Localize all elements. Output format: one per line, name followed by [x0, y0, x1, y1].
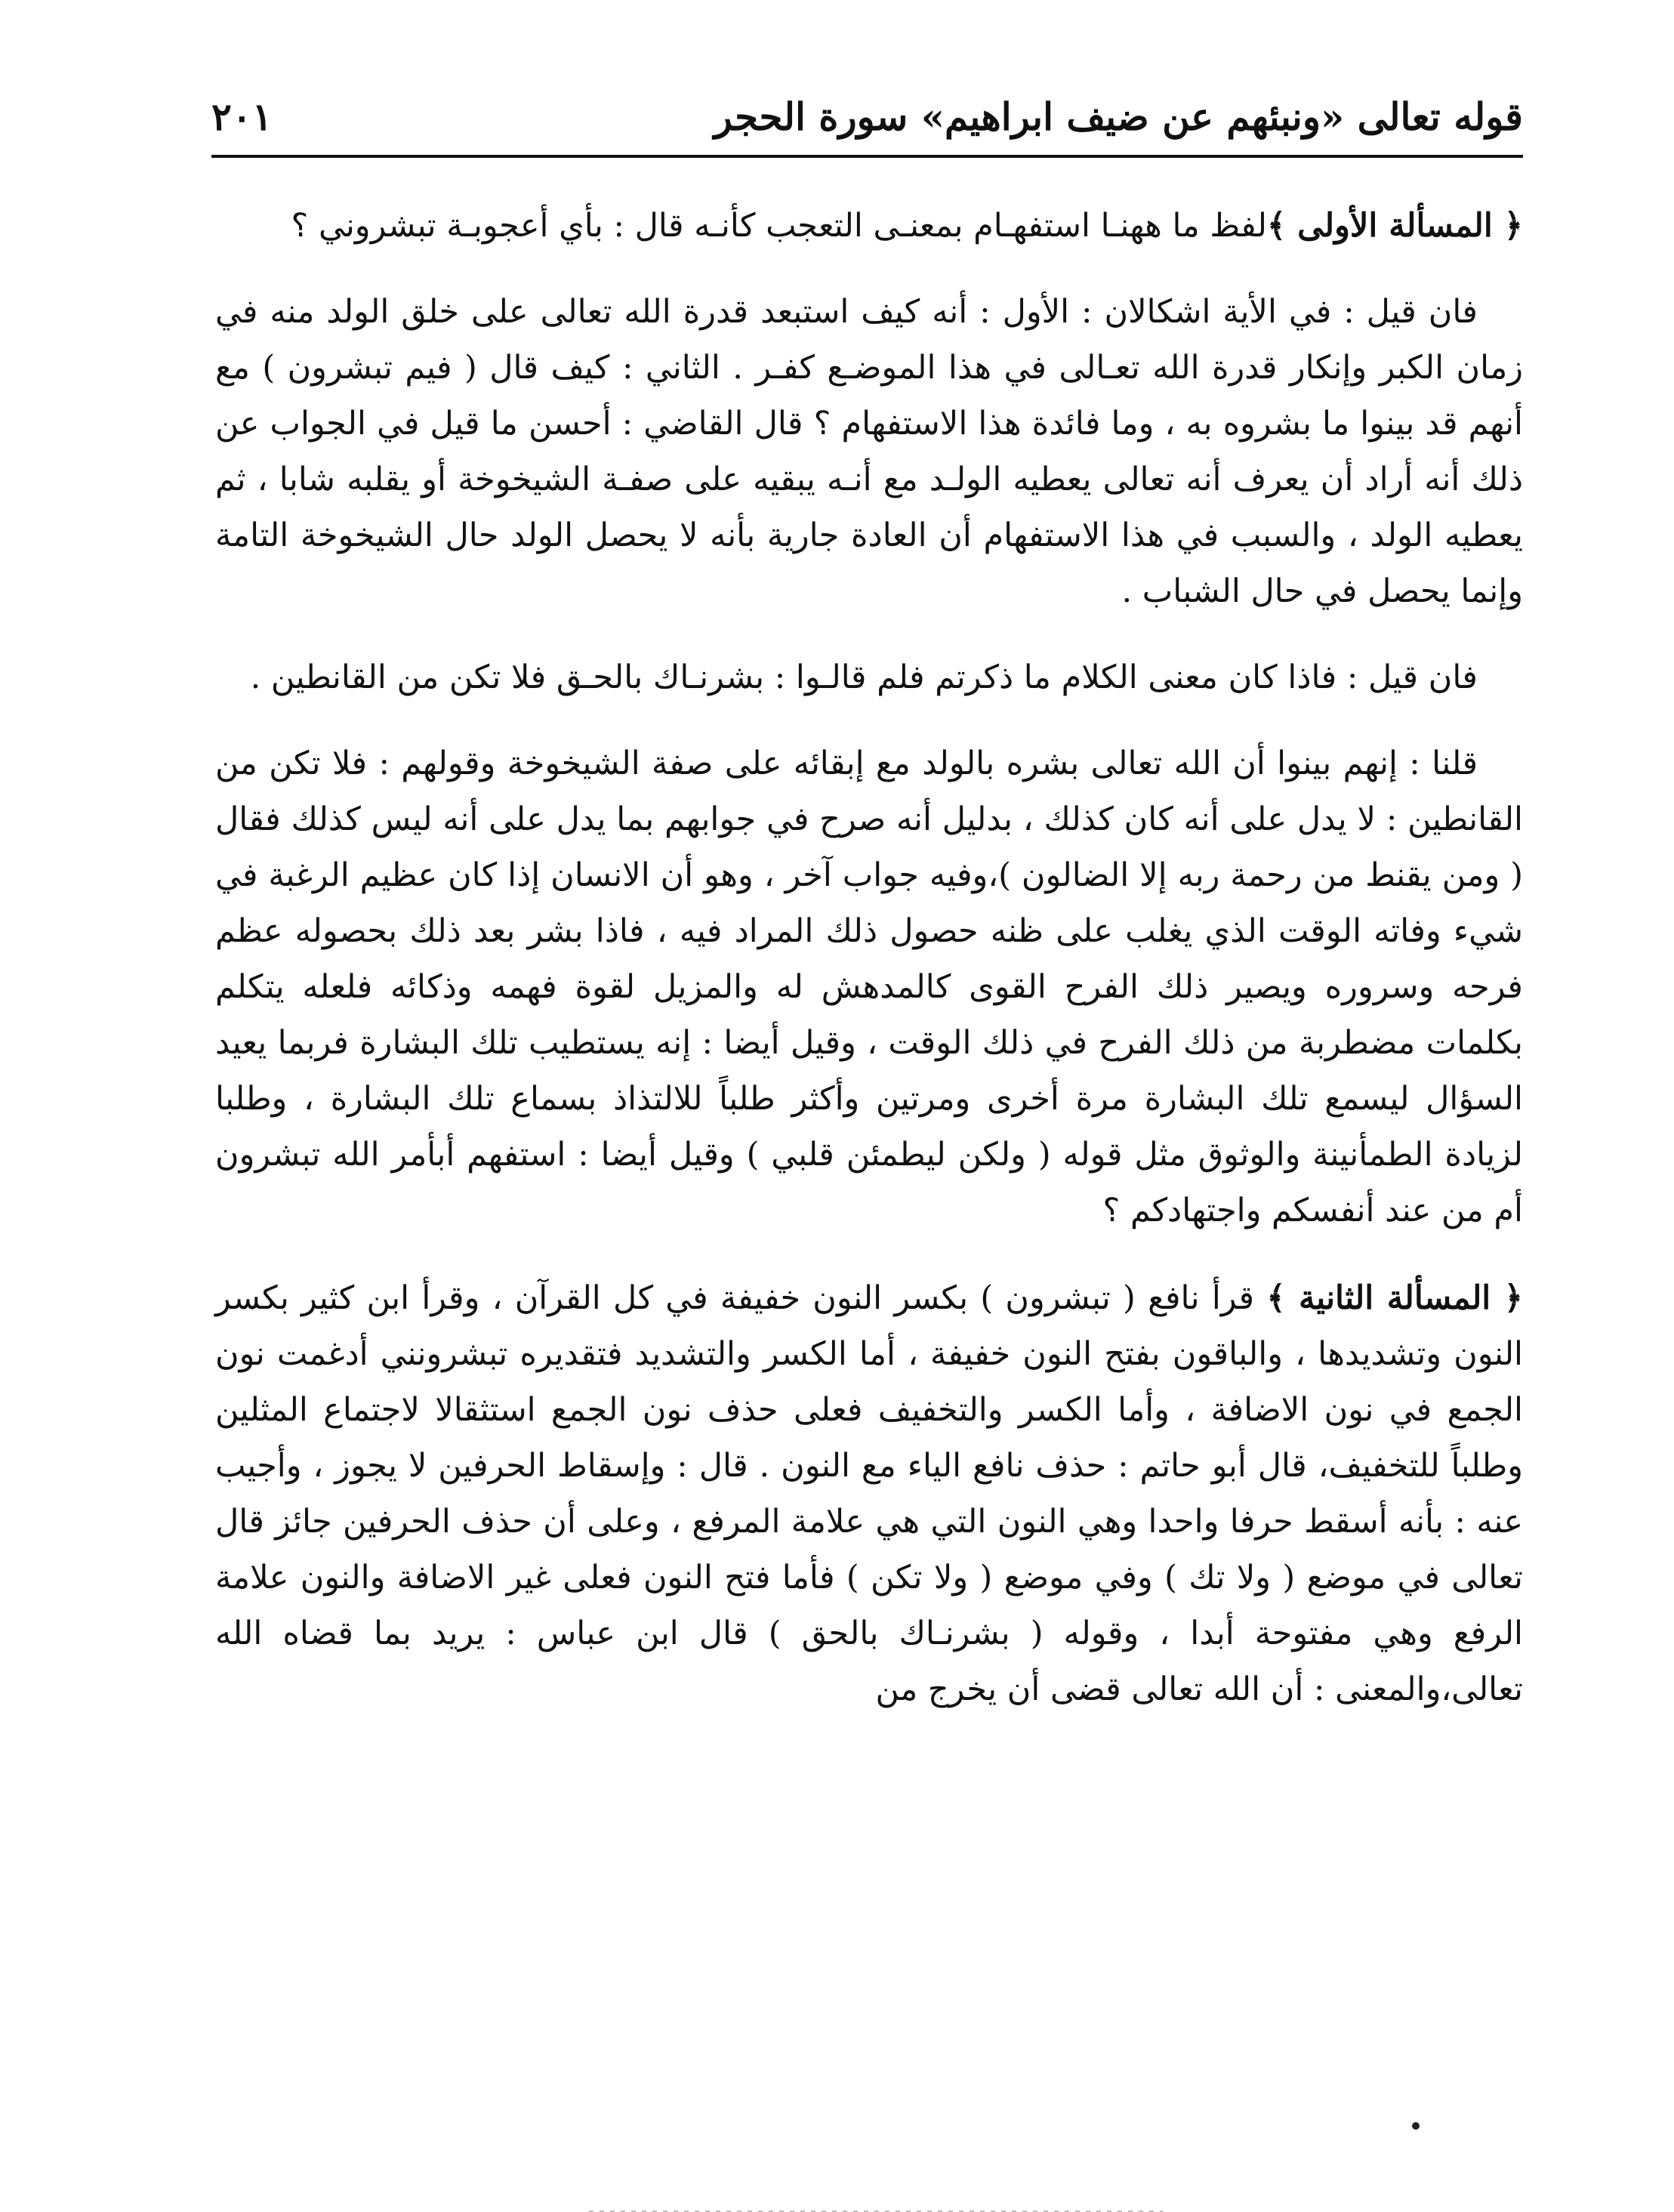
- paragraph-text: قرأ نافع ( تبشرون ) بكسر النون خفيفة في كل القرآن ، وقرأ ابن كثير بكسر النون وتشديدها ، والباقون بفتح النون خفيفة ، أما الكسر والتشديد فتقديره تبشرونني أدغمت نون الجمع في نون الاضافة ، وأما الكسر والتخفيف فعلى حذف نون الجمع استثقالا لاجتماع المثلين وطلباً للتخفيف، قال أبو حاتم : حذف نافع الياء مع النون . قال : وإسقاط الحرفين لا يجوز ، وأجيب عنه : بأنه أسقط حرفا واحدا وهي النون التي هي علامة المرفع ، وعلى أن حذف الحرفين جائز قال تعالى في موضع ( ولا تك ) وفي موضع ( ولا تكن ) فأما فتح النون فعلى غير الاضافة والنون علامة الرفع وهي مفتوحة أبدا ، وقوله ( بشرنـاك بالحق ) قال ابن عباس : يريد بما قضاه الله تعالى،والمعنى : أن الله تعالى قضى أن يخرج من: [215, 1279, 1523, 1708]
- section-label: ﴿ المسألة الثانية ﴾: [1266, 1279, 1523, 1317]
- section-label: ﴿ المسألة الأولى ﴾: [1266, 207, 1523, 245]
- paragraph-answer: قلنا : إنهم بينوا أن الله تعالى بشره بالولد مع إبقائه على صفة الشيخوخة وقولهم : فلا تكن من القانطين : لا يدل على أنه كان كذلك ، بدليل أنه صرح في جوابهم بما يدل على أنه ليس كذلك فقال ( ومن يقنط من رحمة ربه إلا الضالون )،وفيه جواب آخر ، وهو أن الانسان إذا كان عظيم الرغبة في شيء وفاته الوقت الذي يغلب على ظنه حصول ذلك المراد فيه ، فاذا بشر بعد ذلك بحصوله عظم فرحه وسروره ويصير ذلك الفرح القوى كالمدهش له والمزيل لقوة فهمه وذكائه فلعله يتكلم بكلمات مضطربة من ذلك الفرح في ذلك الوقت ، وقيل أيضا : إنه يستطيب تلك البشارة فربما يعيد السؤال ليسمع تلك البشارة مرة أخرى ومرتين وأكثر طلباً للالتذاذ بسماع تلك البشارة ، وطلبا لزيادة الطمأنينة والوثوق مثل قوله ( ولكن ليطمئن قلبي ) وقيل أيضا : استفهم أبأمر الله تبشرون أم من عند أنفسكم واجتهادكم ؟: [215, 745, 1523, 1229]
- text-body: [215, 198, 1523, 1748]
- paragraph-masala-1: [215, 198, 1523, 254]
- ink-dot: [1412, 2122, 1420, 2130]
- paragraph-text: لفظ ما ههنـا استفهـام بمعنـى التعجب كأنـه قال : بأي أعجوبـة تبشروني ؟: [291, 207, 1267, 245]
- page-number: ٢٠١: [211, 94, 273, 139]
- paragraph-masala-2: [215, 1270, 1523, 1717]
- running-header: [211, 83, 1523, 143]
- running-title: قوله تعالى «ونبئهم عن ضيف ابراهيم» سورة الحجر: [714, 94, 1523, 139]
- paragraph-objection-2: فان قيل : فاذا كان معنى الكلام ما ذكرتم فلم قالـوا : بشرنـاك بالحـق فلا تكن من القانطين .: [250, 659, 1478, 696]
- header-rule: [211, 155, 1523, 158]
- paragraph-objection-1: فان قيل : في الأية اشكالان : الأول : أنه كيف استبعد قدرة الله تعالى على خلق الولد منه في زمان الكبر وإنكار قدرة الله تعـالى في هذا الموضـع كفـر . الثاني : كيف قال ( فيم تبشرون ) مع أنهم قد بينوا ما بشروه به ، وما فائدة هذا الاستفهام ؟ قال القاضي : أحسن ما قيل في الجواب عن ذلك أنه أراد أن يعرف أنه تعالى يعطيه الولـد مع أنـه يبقيه على صفـة الشيخوخة أو يقلبه شابا ، ثم يعطيه الولد ، والسبب في هذا الاستفهام أن العادة جارية بأنه لا يحصل الولد حال الشيخوخة التامة وإنما يحصل في حال الشباب .: [215, 293, 1523, 610]
